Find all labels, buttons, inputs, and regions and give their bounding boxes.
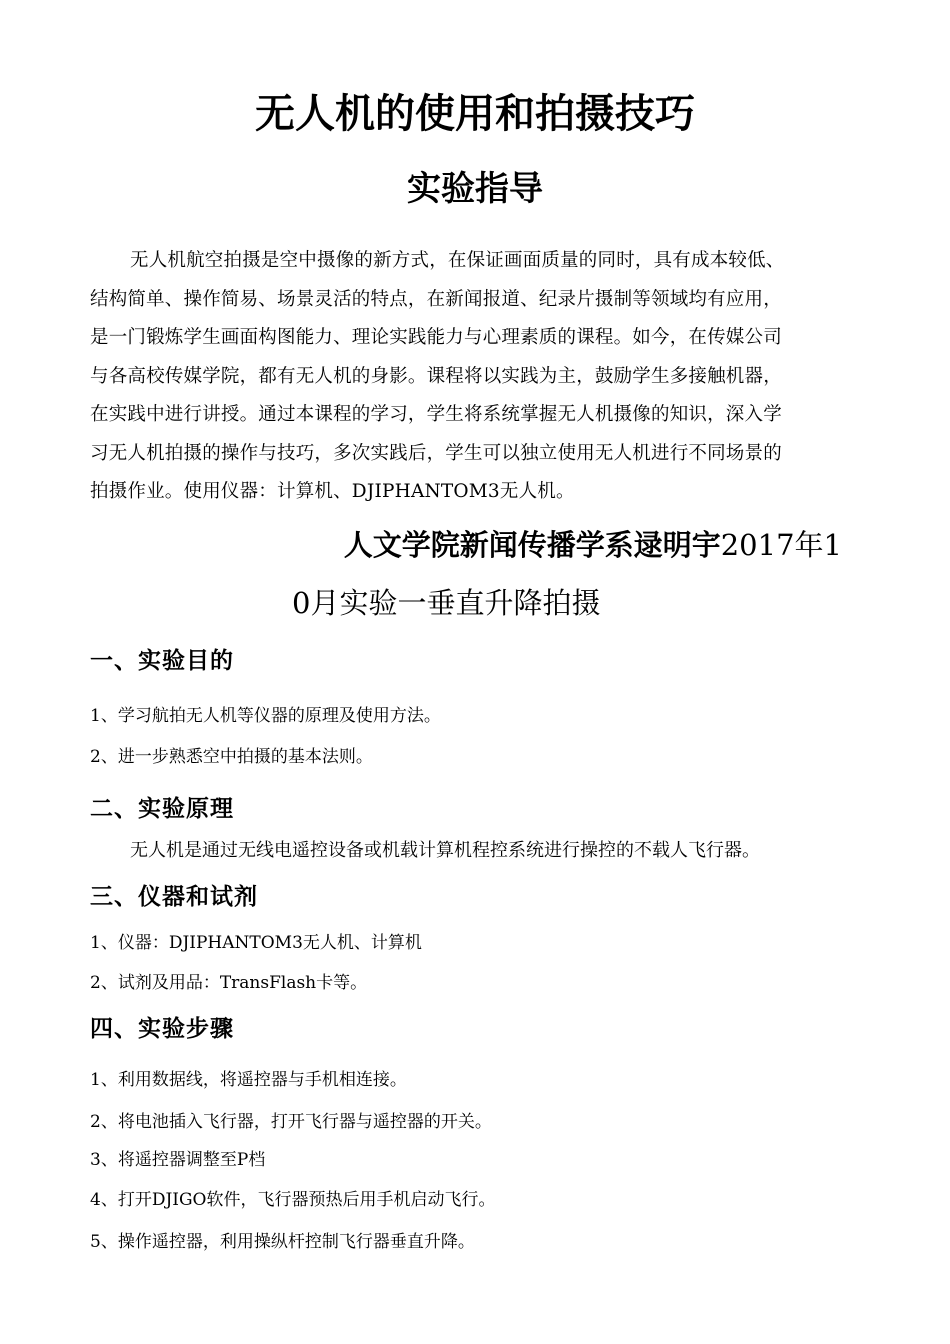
author-name: 人文学院新闻传播学系逯明宇 [343,528,721,562]
step-item: 3、将遥控器调整至P档 [90,1150,266,1170]
step-item: 1、利用数据线，将遥控器与手机相连接。 [90,1070,407,1090]
intro-line: 是一门锻炼学生画面构图能力、理论实践能力与心理素质的课程。如今，在传媒公司 [90,327,782,348]
equipment-item: 1、仪器：DJIPHANTOM3无人机、计算机 [90,933,422,953]
section-heading-equipment: 三、仪器和试剂 [90,883,258,910]
section-heading-principle: 二、实验原理 [90,795,234,822]
intro-paragraph [90,242,850,512]
section-heading-purpose: 一、实验目的 [90,647,234,674]
step-item: 2、将电池插入飞行器，打开飞行器与遥控器的开关。 [90,1112,492,1132]
purpose-item: 2、进一步熟悉空中拍摄的基本法则。 [90,747,373,767]
author-date-start: 2017年1 [720,528,842,562]
principle-text: 无人机是通过无线电遥控设备或机载计算机程控系统进行操控的不载人飞行器。 [130,840,760,861]
intro-line: 拍摄作业。使用仪器：计算机、DJIPHANTOM3无人机。 [90,481,575,502]
document-subtitle: 实验指导 [407,169,543,209]
document-title: 无人机的使用和拍摄技巧 [255,91,695,137]
purpose-item: 1、学习航拍无人机等仪器的原理及使用方法。 [90,706,441,726]
step-item: 5、操作遥控器，利用操纵杆控制飞行器垂直升降。 [90,1232,475,1252]
intro-line: 与各高校传媒学院，都有无人机的身影。课程将以实践为主，鼓励学生多接触机器， [90,365,782,387]
intro-line: 在实践中进行讲授。通过本课程的学习，学生将系统掌握无人机摄像的知识，深入学 [90,404,782,425]
intro-line: 无人机航空拍摄是空中摄像的新方式，在保证画面质量的同时，具有成本较低、 [130,250,785,271]
intro-line: 结构简单、操作简易、场景灵活的特点，在新闻报道、纪录片摄制等领域均有应用， [90,288,782,310]
author-line [0,524,842,566]
experiment-title-line: 0月实验一垂直升降拍摄 [292,586,601,620]
step-item: 4、打开DJIGO软件，飞行器预热后用手机启动飞行。 [90,1190,496,1210]
intro-line: 习无人机拍摄的操作与技巧，多次实践后，学生可以独立使用无人机进行不同场景的 [90,442,782,464]
equipment-item: 2、试剂及用品：TransFlash卡等。 [90,973,368,993]
section-heading-steps: 四、实验步骤 [90,1015,234,1042]
